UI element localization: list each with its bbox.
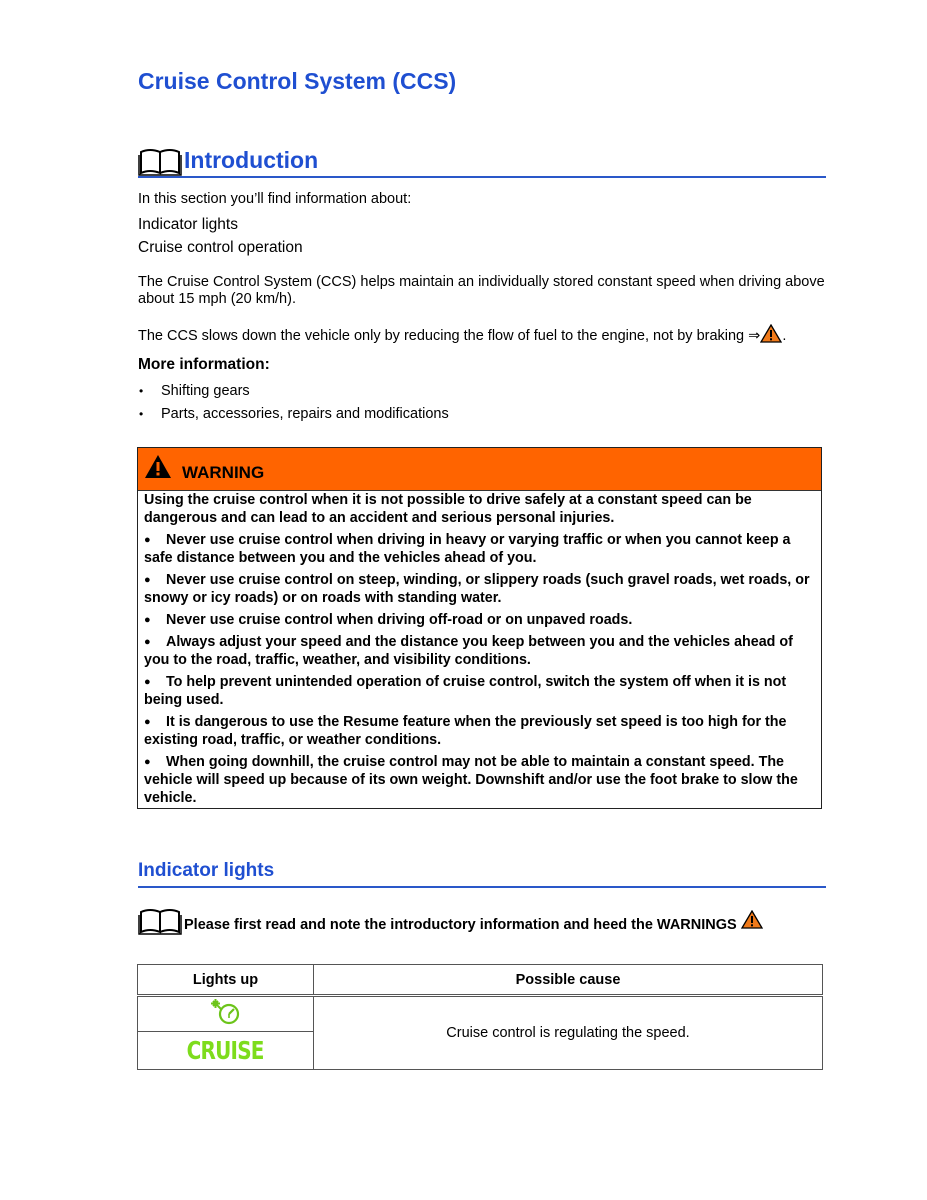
intro-paragraph-2-end: . xyxy=(782,328,787,344)
cruise-label-cell xyxy=(138,1032,314,1070)
table-header-row xyxy=(138,965,823,996)
column-header-lights-up: Lights up xyxy=(138,965,314,996)
intro-lead: In this section you’ll find information about: xyxy=(138,191,412,207)
more-information-list xyxy=(138,383,449,428)
warning-item: ● Always adjust your speed and the distance you keep between you and the vehicles ahead of you to the road, traffic, weather, and visibility conditions. xyxy=(144,634,793,668)
warning-title: WARNING xyxy=(182,463,265,482)
indicator-lights-heading xyxy=(138,856,826,888)
read-first-text: Please first read and note the introductory information and heed the WARNINGS xyxy=(184,917,737,933)
warning-body xyxy=(138,491,821,807)
intro-paragraph-2-text: The CCS slows down the vehicle only by reducing the flow of fuel to the engine, not by braking ⇒ xyxy=(138,328,761,344)
warning-triangle-icon xyxy=(144,454,172,484)
warning-triangle-icon[interactable] xyxy=(741,910,763,933)
warning-item: ● When going downhill, the cruise control may not be able to maintain a constant speed. The vehicle will speed up because of its own weight. Downshift and/or use the foot brake to slow the vehicle. xyxy=(144,754,798,806)
indicator-lights-table xyxy=(137,964,823,1070)
warning-header xyxy=(138,448,821,491)
cruise-speedometer-icon xyxy=(209,998,243,1030)
column-header-possible-cause: Possible cause xyxy=(314,965,823,996)
cruise-indicator-label: CRUISE xyxy=(186,1036,265,1065)
intro-paragraph-1: The Cruise Control System (CCS) helps maintain an individually stored constant speed when driving above about 15 mph (20 km/h). xyxy=(138,274,825,307)
possible-cause-cell: Cruise control is regulating the speed. xyxy=(314,996,823,1070)
cruise-speedometer-icon-cell xyxy=(138,996,314,1032)
introduction-heading xyxy=(138,140,826,178)
read-first-note xyxy=(138,907,763,935)
warning-intro: Using the cruise control when it is not possible to drive safely at a constant speed can be dangerous and can lead to an accident and serious personal injuries. xyxy=(144,492,752,526)
warning-item: ● It is dangerous to use the Resume feature when the previously set speed is too high for the existing road, traffic, or weather conditions. xyxy=(144,714,787,748)
topic-indicator-lights[interactable]: Indicator lights xyxy=(138,216,238,233)
book-icon xyxy=(138,146,184,176)
page-title: Cruise Control System (CCS) xyxy=(138,68,457,94)
book-icon xyxy=(138,907,184,935)
warning-item: ● To help prevent unintended operation of cruise control, switch the system off when it is not being used. xyxy=(144,674,787,708)
table-row xyxy=(138,996,823,1032)
link-shifting-gears[interactable]: • Shifting gears xyxy=(138,383,449,406)
indicator-lights-title: Indicator lights xyxy=(138,860,275,881)
more-information-label: More information: xyxy=(138,356,270,373)
intro-paragraph-2 xyxy=(138,324,828,348)
link-parts-accessories[interactable]: • Parts, accessories, repairs and modifications xyxy=(138,406,449,429)
warning-triangle-icon[interactable] xyxy=(760,324,782,348)
warning-item: ● Never use cruise control when driving in heavy or varying traffic or when you cannot keep a safe distance between you and the vehicles ahead of you. xyxy=(144,531,791,566)
topic-cruise-control-operation[interactable]: Cruise control operation xyxy=(138,239,303,256)
warning-item: ● Never use cruise control when driving off-road or on unpaved roads. xyxy=(144,611,633,628)
warning-item: ● Never use cruise control on steep, winding, or slippery roads (such gravel roads, wet roads, or snowy or icy roads) or on roads with standing water. xyxy=(144,571,810,606)
warning-box xyxy=(137,447,822,809)
introduction-title: Introduction xyxy=(184,147,319,173)
